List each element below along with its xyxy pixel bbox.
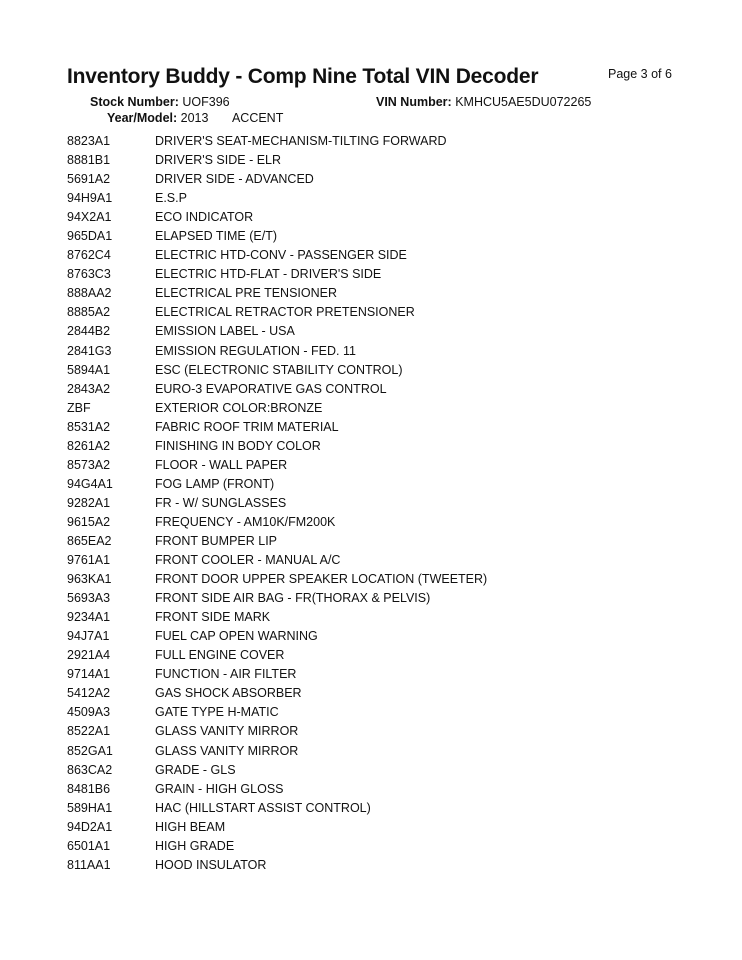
option-row (67, 227, 687, 246)
option-code: 9714A1 (67, 667, 111, 682)
option-row (67, 303, 687, 322)
option-row (67, 456, 687, 475)
option-description: ELECTRICAL RETRACTOR PRETENSIONER (155, 305, 415, 320)
option-description: FRONT SIDE MARK (155, 610, 271, 625)
option-description: FRONT SIDE AIR BAG - FR(THORAX & PELVIS) (155, 591, 431, 606)
option-row (67, 246, 687, 265)
option-row (67, 570, 687, 589)
option-description: ELECTRICAL PRE TENSIONER (155, 286, 337, 301)
option-row (67, 513, 687, 532)
option-row (67, 818, 687, 837)
option-code: 811AA1 (67, 857, 111, 872)
option-code: ZBF (67, 400, 91, 415)
option-description: FR - W/ SUNGLASSES (155, 495, 287, 510)
page-number: Page 3 of 6 (608, 67, 672, 81)
option-code: 8481B6 (67, 781, 111, 796)
option-row (67, 742, 687, 761)
option-row (67, 761, 687, 780)
option-row (67, 361, 687, 380)
option-row (67, 418, 687, 437)
option-description: DRIVER'S SIDE - ELR (155, 153, 282, 168)
option-description: FULL ENGINE COVER (155, 648, 285, 663)
option-description: FUEL CAP OPEN WARNING (155, 629, 318, 644)
vin-number-label: VIN Number: (376, 95, 452, 109)
option-description: HAC (HILLSTART ASSIST CONTROL) (155, 800, 371, 815)
option-code: 9761A1 (67, 553, 111, 568)
option-row (67, 684, 687, 703)
stock-number-value: UOF396 (182, 95, 230, 109)
option-row (67, 265, 687, 284)
option-row (67, 589, 687, 608)
option-description: EMISSION LABEL - USA (155, 324, 295, 339)
option-row (67, 475, 687, 494)
option-code: 6501A1 (67, 838, 111, 853)
option-code: 2841G3 (67, 343, 112, 358)
option-row (67, 494, 687, 513)
option-list (67, 132, 687, 875)
option-description: HIGH GRADE (155, 838, 235, 853)
option-code: 9615A2 (67, 514, 111, 529)
option-code: 888AA2 (67, 286, 112, 301)
option-description: HOOD INSULATOR (155, 857, 267, 872)
option-description: FINISHING IN BODY COLOR (155, 438, 321, 453)
option-code: 5693A3 (67, 591, 111, 606)
year-model-label: Year/Model: (107, 111, 178, 125)
vin-number (376, 95, 591, 109)
option-description: FOG LAMP (FRONT) (155, 476, 275, 491)
option-code: 2844B2 (67, 324, 111, 339)
option-code: 852GA1 (67, 743, 113, 758)
option-code: 8823A1 (67, 134, 111, 148)
option-row (67, 799, 687, 818)
option-row (67, 342, 687, 361)
option-description: EXTERIOR COLOR:BRONZE (155, 400, 323, 415)
option-description: DRIVER SIDE - ADVANCED (155, 172, 314, 187)
option-description: ECO INDICATOR (155, 210, 254, 225)
option-row (67, 608, 687, 627)
option-row (67, 151, 687, 170)
option-description: GLASS VANITY MIRROR (155, 743, 299, 758)
option-description: HIGH BEAM (155, 819, 226, 834)
option-row (67, 437, 687, 456)
option-description: ELECTRIC HTD-FLAT - DRIVER'S SIDE (155, 267, 382, 282)
option-description: FREQUENCY - AM10K/FM200K (155, 514, 336, 529)
option-code: 94J7A1 (67, 629, 110, 644)
vin-number-value: KMHCU5AE5DU072265 (455, 95, 592, 109)
option-description: ELECTRIC HTD-CONV - PASSENGER SIDE (155, 248, 407, 263)
option-code: 9282A1 (67, 495, 111, 510)
option-description: GRADE - GLS (155, 762, 236, 777)
option-code: 8763C3 (67, 267, 111, 282)
model-value: ACCENT (231, 111, 284, 125)
option-code: 8762C4 (67, 248, 111, 263)
option-row (67, 551, 687, 570)
option-description: FLOOR - WALL PAPER (155, 457, 288, 472)
option-row (67, 532, 687, 551)
option-row (67, 665, 687, 684)
option-code: 589HA1 (67, 800, 113, 815)
option-code: 94X2A1 (67, 210, 112, 225)
option-description: FRONT BUMPER LIP (155, 533, 278, 548)
year-value: 2013 (180, 111, 209, 125)
option-code: 8531A2 (67, 419, 111, 434)
option-row (67, 380, 687, 399)
option-row (67, 722, 687, 741)
option-row (67, 646, 687, 665)
option-code: 8881B1 (67, 153, 111, 168)
option-description: E.S.P (155, 191, 187, 206)
page-title: Inventory Buddy - Comp Nine Total VIN Decoder (67, 65, 539, 88)
option-description: FUNCTION - AIR FILTER (155, 667, 297, 682)
option-description: DRIVER'S SEAT-MECHANISM-TILTING FORWARD (155, 134, 447, 148)
option-code: 8885A2 (67, 305, 111, 320)
option-row (67, 189, 687, 208)
option-row (67, 284, 687, 303)
option-code: 865EA2 (67, 533, 112, 548)
option-code: 965DA1 (67, 229, 113, 244)
option-row (67, 703, 687, 722)
option-description: ESC (ELECTRONIC STABILITY CONTROL) (155, 362, 403, 377)
option-description: GLASS VANITY MIRROR (155, 724, 299, 739)
option-code: 863CA2 (67, 762, 113, 777)
year-model (107, 111, 283, 125)
option-code: 4509A3 (67, 705, 111, 720)
option-row (67, 837, 687, 856)
stock-number (90, 95, 230, 109)
option-description: EURO-3 EVAPORATIVE GAS CONTROL (155, 381, 387, 396)
option-code: 9234A1 (67, 610, 111, 625)
option-description: EMISSION REGULATION - FED. 11 (155, 343, 356, 358)
option-description: GATE TYPE H-MATIC (155, 705, 279, 720)
option-code: 8573A2 (67, 457, 111, 472)
option-code: 8522A1 (67, 724, 111, 739)
option-row (67, 627, 687, 646)
option-row (67, 132, 687, 151)
option-code: 5691A2 (67, 172, 111, 187)
option-row (67, 322, 687, 341)
option-row (67, 780, 687, 799)
option-code: 94H9A1 (67, 191, 113, 206)
stock-number-label: Stock Number: (90, 95, 179, 109)
option-code: 5894A1 (67, 362, 111, 377)
option-code: 2921A4 (67, 648, 111, 663)
option-code: 94G4A1 (67, 476, 113, 491)
option-description: FABRIC ROOF TRIM MATERIAL (155, 419, 339, 434)
option-code: 8261A2 (67, 438, 111, 453)
option-row (67, 208, 687, 227)
option-code: 5412A2 (67, 686, 111, 701)
option-description: GRAIN - HIGH GLOSS (155, 781, 284, 796)
option-code: 94D2A1 (67, 819, 113, 834)
option-row (67, 170, 687, 189)
option-description: GAS SHOCK ABSORBER (155, 686, 302, 701)
option-description: FRONT COOLER - MANUAL A/C (155, 553, 341, 568)
option-row (67, 399, 687, 418)
option-code: 963KA1 (67, 572, 112, 587)
option-description: FRONT DOOR UPPER SPEAKER LOCATION (TWEETER) (155, 572, 488, 587)
option-code: 2843A2 (67, 381, 111, 396)
option-row (67, 856, 687, 875)
option-description: ELAPSED TIME (E/T) (155, 229, 278, 244)
